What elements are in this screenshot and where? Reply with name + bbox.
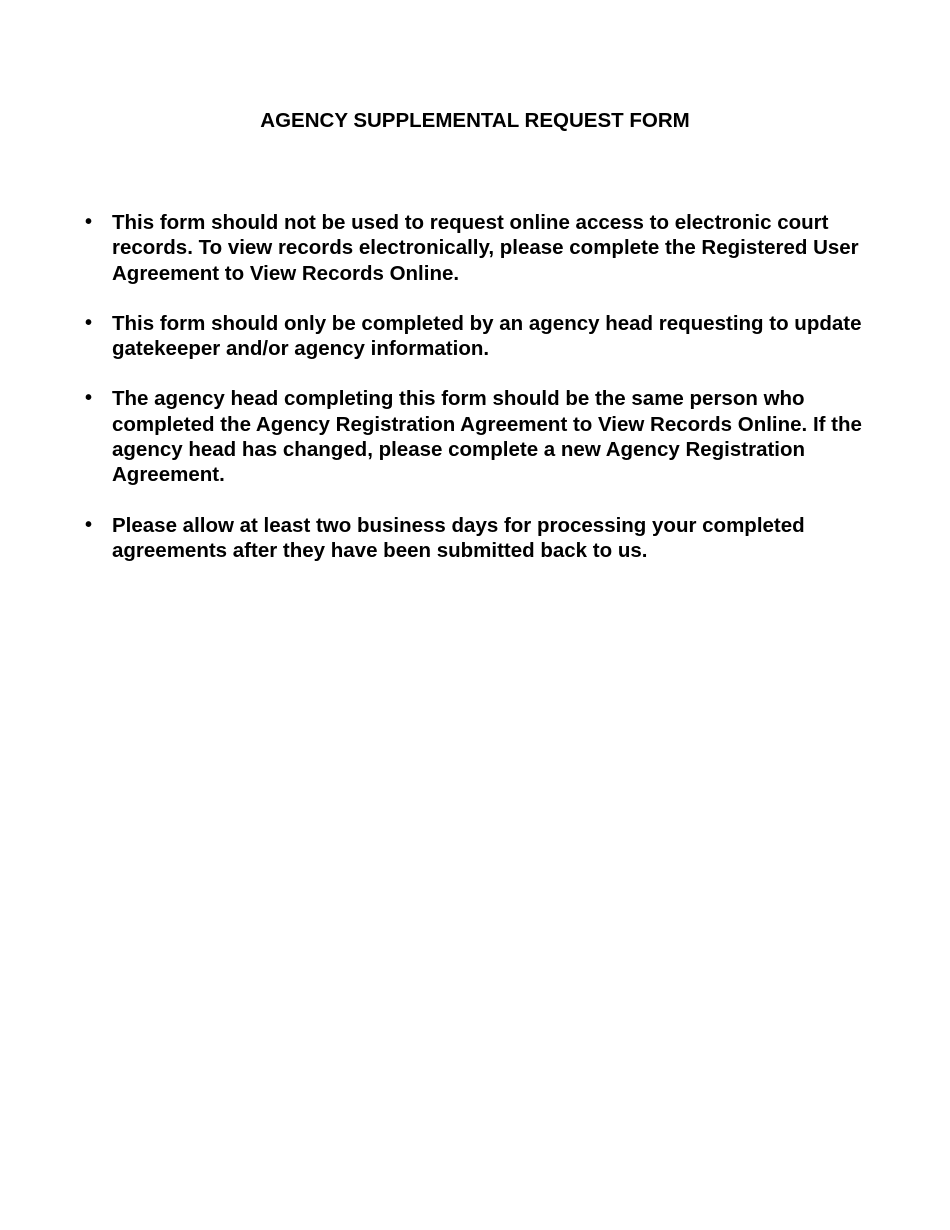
notice-list bbox=[82, 210, 894, 588]
list-item-text: This form should only be completed by an agency head requesting to update gatekeeper and/or agency information. bbox=[112, 311, 862, 361]
list-item bbox=[82, 210, 894, 286]
bullet-icon: • bbox=[85, 513, 93, 536]
bullet-icon: • bbox=[85, 211, 93, 233]
page-title: AGENCY SUPPLEMENTAL REQUEST FORM bbox=[260, 109, 690, 132]
list-item-text: Please allow at least two business days for processing your completed agreements after they have been submitted back to us. bbox=[112, 513, 805, 562]
list-item bbox=[82, 513, 894, 564]
list-item-text: This form should not be used to request online access to electronic court records. To view records electronically, please complete the Registered User Agreement to View Records Online. bbox=[112, 211, 859, 285]
list-item-text: The agency head completing this form should be the same person who completed the Agency Registration Agreement to View Records Online. If the agency head has changed, please complete a new Agency Registration Agreement. bbox=[112, 387, 862, 487]
bullet-icon: • bbox=[85, 311, 93, 334]
list-item bbox=[82, 311, 894, 362]
list-item bbox=[82, 386, 894, 487]
bullet-icon: • bbox=[85, 387, 93, 410]
